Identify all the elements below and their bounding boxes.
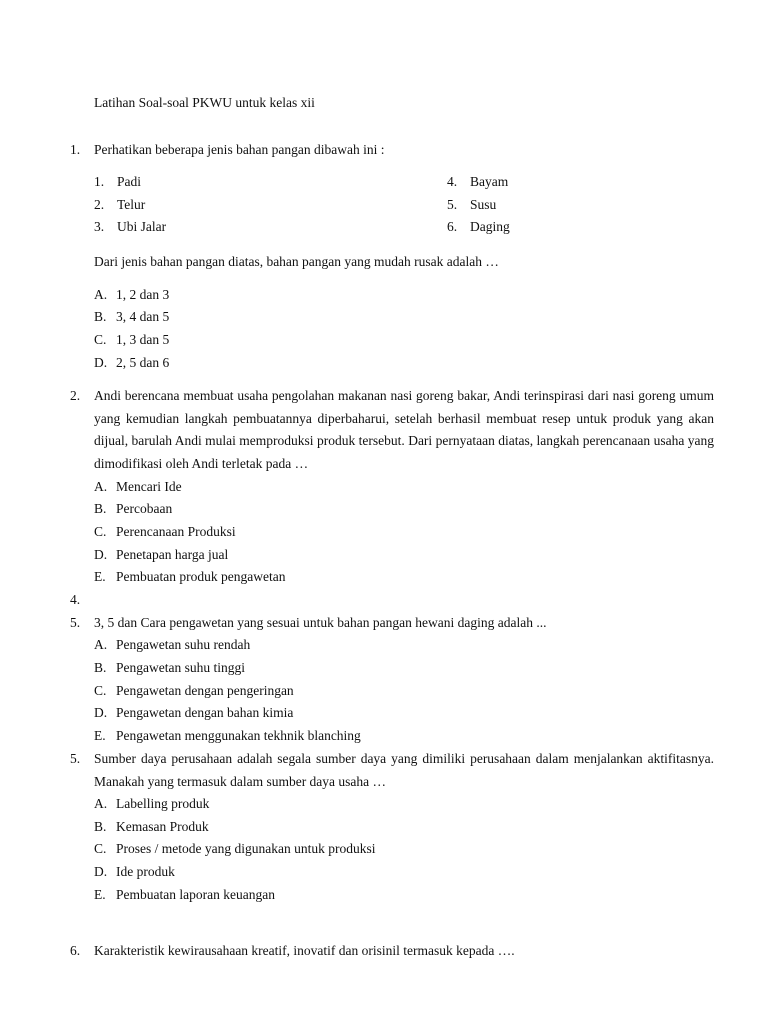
option-letter: B. xyxy=(94,660,107,675)
list-item-number: 1. xyxy=(94,174,105,189)
option-letter: A. xyxy=(94,796,108,811)
page-title: Latihan Soal-soal PKWU untuk kelas xii xyxy=(94,95,315,110)
option-letter: D. xyxy=(94,864,108,879)
option-text: Penetapan harga jual xyxy=(116,547,229,562)
question-prompt: Dari jenis bahan pangan diatas, bahan pangan yang mudah rusak adalah … xyxy=(94,254,499,269)
option-text: Perencanaan Produksi xyxy=(116,524,236,539)
option-text: Pengawetan suhu rendah xyxy=(116,637,251,652)
question-stem: Karakteristik kewirausahaan kreatif, inovatif dan orisinil termasuk kepada …. xyxy=(94,943,515,958)
question-number: 2. xyxy=(70,388,81,403)
list-item: Ubi Jalar xyxy=(117,219,167,234)
option-letter: D. xyxy=(94,705,108,720)
question-stem: Perhatikan beberapa jenis bahan pangan dibawah ini : xyxy=(94,142,385,157)
question-number: 5. xyxy=(70,751,81,766)
question-number: 4. xyxy=(70,592,81,607)
option-letter: D. xyxy=(94,547,108,562)
option-text: Pengawetan dengan bahan kimia xyxy=(116,705,294,720)
option-letter: B. xyxy=(94,819,107,834)
list-item-number: 5. xyxy=(447,197,458,212)
option-letter: E. xyxy=(94,728,106,743)
list-item-number: 2. xyxy=(94,197,105,212)
question-number: 5. xyxy=(70,615,81,630)
option-text: Percobaan xyxy=(116,501,173,516)
question-number: 1. xyxy=(70,142,81,157)
question-stem: 3, 5 dan Cara pengawetan yang sesuai untuk bahan pangan hewani daging adalah ... xyxy=(94,615,547,630)
list-item: Daging xyxy=(470,219,510,234)
option-letter: C. xyxy=(94,524,107,539)
option-letter: E. xyxy=(94,887,106,902)
list-item: Telur xyxy=(117,197,146,212)
option-letter: A. xyxy=(94,637,108,652)
option-letter: C. xyxy=(94,683,107,698)
option-letter: C. xyxy=(94,841,107,856)
option-letter: C. xyxy=(94,332,107,347)
list-item: Susu xyxy=(470,197,497,212)
list-item-number: 3. xyxy=(94,219,105,234)
option-letter: B. xyxy=(94,309,107,324)
question-stem: Andi berencana membuat usaha pengolahan makanan nasi goreng bakar, Andi terinspirasi dari nasi goreng umum yang kemudian langkah pembuatannya diperbaharui, setelah berhasil membuat resep untuk produk yang akan dijual, barulah Andi mulai memproduksi produk tersebut. Dari pernyataan diatas, langkah perencanaan usaha yang dimodifikasi oleh Andi terletak pada … xyxy=(94,388,714,472)
option-text: 1, 3 dan 5 xyxy=(116,332,170,347)
option-text: Kemasan Produk xyxy=(116,819,209,834)
option-text: Pengawetan suhu tinggi xyxy=(116,660,245,675)
option-text: Pengawetan menggunakan tekhnik blanching xyxy=(116,728,361,743)
option-letter: D. xyxy=(94,355,108,370)
list-item: Bayam xyxy=(470,174,509,189)
option-text: 1, 2 dan 3 xyxy=(116,287,170,302)
question-stem: Sumber daya perusahaan adalah segala sumber daya yang dimiliki perusahaan dalam menjalankan aktifitasnya. Manakah yang termasuk dalam sumber daya usaha … xyxy=(94,751,714,789)
list-item-number: 6. xyxy=(447,219,458,234)
question-number: 6. xyxy=(70,943,81,958)
option-text: Proses / metode yang digunakan untuk produksi xyxy=(116,841,376,856)
option-text: Pembuatan produk pengawetan xyxy=(116,569,286,584)
list-item: Padi xyxy=(117,174,142,189)
option-letter: B. xyxy=(94,501,107,516)
list-item-number: 4. xyxy=(447,174,458,189)
option-text: 3, 4 dan 5 xyxy=(116,309,170,324)
option-letter: A. xyxy=(94,287,108,302)
option-letter: E. xyxy=(94,569,106,584)
option-text: Labelling produk xyxy=(116,796,210,811)
option-text: Pembuatan laporan keuangan xyxy=(116,887,275,902)
option-text: Ide produk xyxy=(116,864,175,879)
option-text: Mencari Ide xyxy=(116,479,182,494)
option-text: Pengawetan dengan pengeringan xyxy=(116,683,294,698)
option-text: 2, 5 dan 6 xyxy=(116,355,170,370)
option-letter: A. xyxy=(94,479,108,494)
